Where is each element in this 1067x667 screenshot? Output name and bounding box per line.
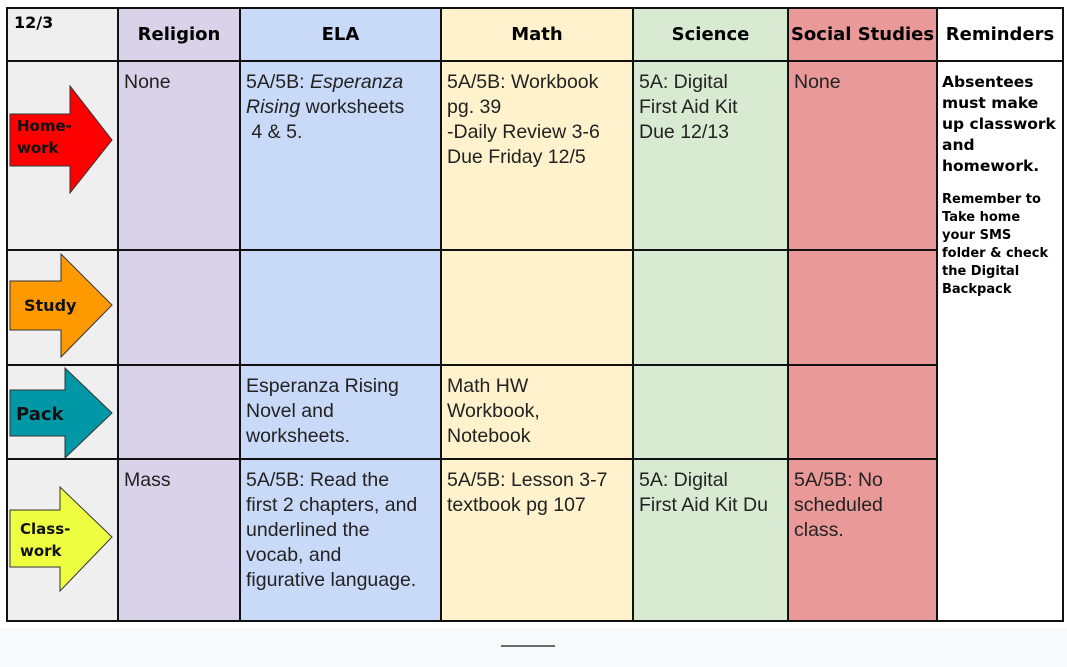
- classwork-ss-line: class.: [794, 519, 844, 541]
- classwork-ss-line: 5A/5B: No: [794, 469, 883, 491]
- homework-row: [7, 61, 1063, 250]
- classwork-arrow-icon: [8, 460, 118, 621]
- header-reminders: Reminders: [937, 8, 1063, 61]
- homework-science-line: First Aid Kit: [639, 96, 738, 118]
- classwork-math-line: textbook pg 107: [447, 494, 586, 516]
- homework-science-line: 5A: Digital: [639, 71, 728, 93]
- pack-religion: [118, 365, 240, 459]
- classwork-religion: Mass: [118, 459, 240, 621]
- study-ela: [240, 250, 441, 365]
- homework-social-studies: None: [788, 61, 937, 250]
- header-social-studies: Social Studies: [788, 8, 937, 61]
- classwork-science-line: First Aid Kit Du: [639, 494, 768, 516]
- pack-label-cell: [7, 365, 118, 459]
- study-label: Study: [24, 296, 77, 315]
- reminders-main: [938, 72, 1062, 177]
- reminders-sub-line: folder & check: [942, 246, 1049, 261]
- study-science: [633, 250, 788, 365]
- homework-math-line: pg. 39: [447, 96, 502, 118]
- homework-ela-line2: 4 & 5.: [246, 121, 303, 143]
- classwork-row: [7, 459, 1063, 621]
- classwork-science: [633, 459, 788, 621]
- classwork-social-studies: [788, 459, 937, 621]
- pack-math-line: Math HW: [447, 375, 529, 397]
- date-cell: 12/3: [7, 8, 118, 61]
- reminders-main-line: must make: [942, 94, 1039, 112]
- study-label-cell: [7, 250, 118, 365]
- reminders-sub-line: Remember to: [942, 192, 1041, 207]
- classwork-ela: [240, 459, 441, 621]
- header-religion: Religion: [118, 8, 240, 61]
- homework-label-line2: work: [17, 139, 59, 157]
- header-math: Math: [441, 8, 633, 61]
- homework-science-line: Due 12/13: [639, 121, 729, 143]
- pack-social-studies: [788, 365, 937, 459]
- reminders-sub-line: Backpack: [942, 282, 1012, 297]
- reminders-main-line: and: [942, 136, 975, 154]
- reminders-sub-line: your SMS: [942, 228, 1012, 243]
- pack-math: [441, 365, 633, 459]
- classwork-science-line: 5A: Digital: [639, 469, 728, 491]
- homework-ela: [240, 61, 441, 250]
- homework-science: [633, 61, 788, 250]
- study-math: [441, 250, 633, 365]
- homework-planner-table: [6, 7, 1064, 622]
- reminders-sub-line: Take home: [942, 210, 1021, 225]
- classwork-ela-line: figurative language.: [246, 569, 417, 591]
- reminders-main-line: homework.: [942, 157, 1040, 175]
- study-arrow-icon: [8, 251, 118, 365]
- homework-ela-title: Esperanza Rising: [246, 71, 404, 118]
- study-row: [7, 250, 1063, 365]
- pack-ela-line: Novel and: [246, 400, 334, 422]
- classwork-ela-line: 5A/5B: Read the: [246, 469, 390, 491]
- header-science: Science: [633, 8, 788, 61]
- reminders-main-line: up classwork: [942, 115, 1056, 133]
- pack-math-line: Workbook,: [447, 400, 540, 422]
- classwork-arrow-shape: [10, 487, 112, 591]
- classwork-label-cell: [7, 459, 118, 621]
- homework-religion: None: [118, 61, 240, 250]
- pack-ela: [240, 365, 441, 459]
- classwork-math-line: 5A/5B: Lesson 3-7: [447, 469, 608, 491]
- homework-arrow-icon: [8, 62, 118, 250]
- pack-science: [633, 365, 788, 459]
- pack-ela-line: worksheets.: [246, 425, 351, 447]
- scroll-handle[interactable]: [501, 645, 555, 647]
- pack-math-line: Notebook: [447, 425, 531, 447]
- header-row: [7, 8, 1063, 61]
- homework-math-line: Due Friday 12/5: [447, 146, 586, 168]
- homework-math-line: -Daily Review 3-6: [447, 121, 600, 143]
- homework-math: [441, 61, 633, 250]
- study-social-studies: [788, 250, 937, 365]
- pack-arrow-icon: [8, 366, 118, 459]
- pack-row: [7, 365, 1063, 459]
- homework-ela-prefix: 5A/5B:: [246, 71, 310, 93]
- reminders-sub-line: the Digital: [942, 264, 1020, 279]
- study-religion: [118, 250, 240, 365]
- classwork-ela-line: vocab, and: [246, 544, 342, 566]
- pack-label: Pack: [16, 404, 64, 425]
- header-ela: ELA: [240, 8, 441, 61]
- classwork-label-line2: work: [20, 542, 62, 560]
- homework-ela-suffix: worksheets: [300, 96, 405, 118]
- classwork-ss-line: scheduled: [794, 494, 883, 516]
- homework-label-cell: [7, 61, 118, 250]
- pack-ela-line: Esperanza Rising: [246, 375, 399, 397]
- classwork-label-line1: Class-: [20, 520, 71, 538]
- classwork-ela-line: underlined the: [246, 519, 370, 541]
- reminders-main-line: Absentees: [942, 73, 1034, 91]
- homework-label-line1: Home-: [17, 117, 72, 135]
- reminders-sub: [938, 191, 1062, 299]
- classwork-math: [441, 459, 633, 621]
- reminders-cell: [937, 61, 1063, 621]
- homework-math-line: 5A/5B: Workbook: [447, 71, 599, 93]
- classwork-ela-line: first 2 chapters, and: [246, 494, 418, 516]
